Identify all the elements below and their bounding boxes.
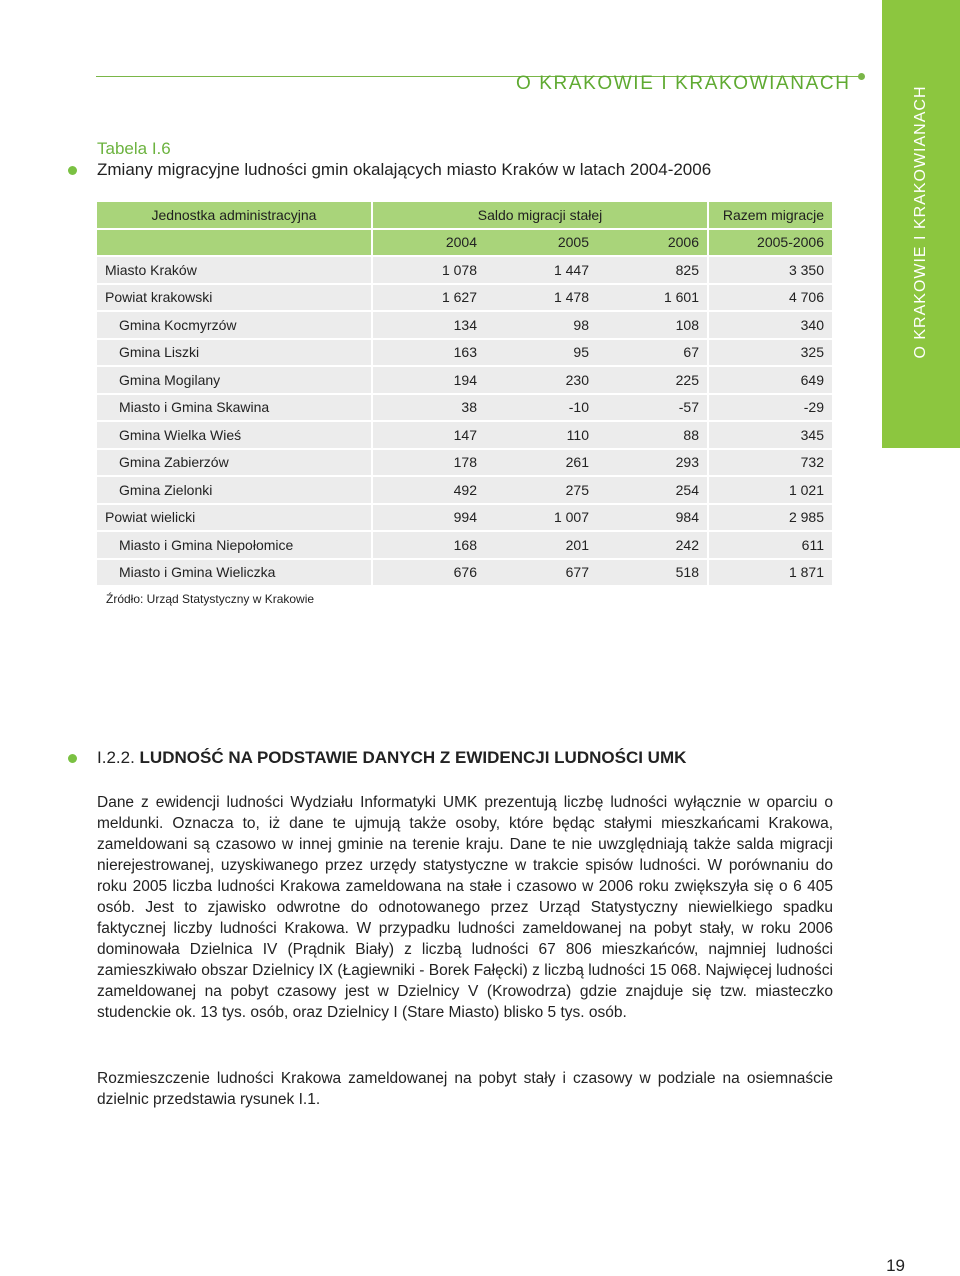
value-cell: 518: [597, 560, 709, 586]
value-cell: 1 078: [373, 257, 485, 283]
value-cell: 178: [373, 450, 485, 476]
value-cell: 649: [709, 367, 832, 393]
value-cell: 1 627: [373, 285, 485, 311]
row-name-cell: Miasto i Gmina Niepołomice: [97, 532, 373, 558]
header-total: Razem migracje: [709, 202, 832, 228]
page-number: 19: [886, 1256, 905, 1275]
value-cell: 134: [373, 312, 485, 338]
value-cell: 98: [485, 312, 597, 338]
value-cell: 3 350: [709, 257, 832, 283]
value-cell: 147: [373, 422, 485, 448]
header-empty-cell: [97, 230, 373, 256]
row-name-cell: Gmina Zabierzów: [97, 450, 373, 476]
table-source: Źródło: Urząd Statystyczny w Krakowie: [106, 592, 315, 606]
row-name-cell: Miasto i Gmina Wieliczka: [97, 560, 373, 586]
body-paragraph: Rozmieszczenie ludności Krakowa zameldowanej na pobyt stały i czasowy w podziale na osiemnaście dzielnic przedstawia rysunek I.1.: [97, 1070, 833, 1108]
row-name-cell: Gmina Wielka Wieś: [97, 422, 373, 448]
table-year-row: [97, 230, 832, 256]
value-cell: 984: [597, 505, 709, 531]
table-row: [97, 312, 832, 338]
migration-table: [97, 200, 832, 587]
value-cell: 110: [485, 422, 597, 448]
value-cell: 677: [485, 560, 597, 586]
running-header: O KRAKOWIE I KRAKOWIANACH: [516, 73, 851, 94]
value-cell: -29: [709, 395, 832, 421]
value-cell: 242: [597, 532, 709, 558]
table-row: [97, 505, 832, 531]
value-cell: 108: [597, 312, 709, 338]
value-cell: 4 706: [709, 285, 832, 311]
table-row: [97, 450, 832, 476]
section-heading: [97, 748, 686, 768]
row-name-cell: Gmina Liszki: [97, 340, 373, 366]
table-caption: Zmiany migracyjne ludności gmin okalających miasto Kraków w latach 2004-2006: [97, 160, 712, 179]
table-label: Tabela I.6: [97, 139, 171, 158]
row-name-cell: Gmina Kocmyrzów: [97, 312, 373, 338]
table-row: [97, 532, 832, 558]
value-cell: 325: [709, 340, 832, 366]
bullet-icon: [68, 754, 77, 763]
year-cell: 2005: [485, 230, 597, 256]
value-cell: 95: [485, 340, 597, 366]
value-cell: 225: [597, 367, 709, 393]
table-row: [97, 422, 832, 448]
value-cell: 1 447: [485, 257, 597, 283]
row-name-cell: Miasto Kraków: [97, 257, 373, 283]
table-row: [97, 560, 832, 586]
value-cell: 230: [485, 367, 597, 393]
value-cell: -57: [597, 395, 709, 421]
value-cell: 1 007: [485, 505, 597, 531]
value-cell: 1 871: [709, 560, 832, 586]
value-cell: 163: [373, 340, 485, 366]
value-cell: 275: [485, 477, 597, 503]
year-cell: 2004: [373, 230, 485, 256]
row-name-cell: Miasto i Gmina Skawina: [97, 395, 373, 421]
value-cell: 38: [373, 395, 485, 421]
year-cell: 2006: [597, 230, 709, 256]
year-cell: 2005-2006: [709, 230, 832, 256]
table-row: [97, 340, 832, 366]
section-title: LUDNOŚĆ NA PODSTAWIE DANYCH Z EWIDENCJI LUDNOŚCI UMK: [139, 748, 687, 767]
value-cell: 254: [597, 477, 709, 503]
value-cell: 1 021: [709, 477, 832, 503]
value-cell: 261: [485, 450, 597, 476]
value-cell: 201: [485, 532, 597, 558]
header-rule-dot: [858, 73, 865, 80]
header-unit: Jednostka administracyjna: [97, 202, 373, 228]
table-row: [97, 367, 832, 393]
row-name-cell: Powiat krakowski: [97, 285, 373, 311]
value-cell: 293: [597, 450, 709, 476]
value-cell: 825: [597, 257, 709, 283]
value-cell: -10: [485, 395, 597, 421]
value-cell: 676: [373, 560, 485, 586]
value-cell: 1 601: [597, 285, 709, 311]
value-cell: 88: [597, 422, 709, 448]
row-name-cell: Gmina Zielonki: [97, 477, 373, 503]
table-row: [97, 395, 832, 421]
table-row: [97, 257, 832, 283]
table-row: [97, 285, 832, 311]
value-cell: 492: [373, 477, 485, 503]
value-cell: 611: [709, 532, 832, 558]
value-cell: 194: [373, 367, 485, 393]
body-paragraph: Dane z ewidencji ludności Wydziału Informatyki UMK prezentują liczbę ludności wyłącznie w oparciu o meldunki. Oznacza to, iż dane te ujmują także osoby, które będąc stałymi mieszkańcami Krakowa, zameldowani są czasowo w innej gminie na terenie kraju. Dane te nie uwzględniają także salda migracji nierejestrowanej, uzyskiwanego przez urzędy statystyczne w trakcie spisów ludności. W porównaniu do roku 2005 liczba ludności Krakowa zameldowana na stałe i czasowo w 2006 roku zwiększyła się o 6 405 osób. Jest to zjawisko odwrotne do odnotowanego przez Urząd Statystyczny niewielkiego spadku faktycznej liczby ludności Krakowa. W przypadku ludności zameldowanej na pobyt stały, w roku 2006 dominowała Dzielnica IV (Prądnik Biały) z liczbą ludności 67 806 mieszkańców, najmniej ludności zamieszkiwało obszar Dzielnicy IX (Łagiewniki - Borek Fałęcki) z liczbą ludności 15 068. Najwięcej ludności zameldowanej na pobyt czasowy jest w Dzielnicy V (Krowodrza) gdzie znajduje się tzw. miasteczko studenckie ok. 13 tys. osób, oraz Dzielnicy I (Stare Miasto) blisko 5 tys. osób.: [97, 794, 833, 1021]
bullet-icon: [68, 166, 77, 175]
value-cell: 340: [709, 312, 832, 338]
row-name-cell: Powiat wielicki: [97, 505, 373, 531]
value-cell: 994: [373, 505, 485, 531]
value-cell: 1 478: [485, 285, 597, 311]
value-cell: 67: [597, 340, 709, 366]
value-cell: 168: [373, 532, 485, 558]
value-cell: 2 985: [709, 505, 832, 531]
table-header-row: [97, 202, 832, 228]
section-number: I.2.2.: [97, 748, 135, 767]
row-name-cell: Gmina Mogilany: [97, 367, 373, 393]
value-cell: 732: [709, 450, 832, 476]
header-saldo: Saldo migracji stałej: [373, 202, 709, 228]
side-tab-label: O KRAKOWIE I KRAKOWIANACH: [912, 85, 929, 359]
table-row: [97, 477, 832, 503]
value-cell: 345: [709, 422, 832, 448]
